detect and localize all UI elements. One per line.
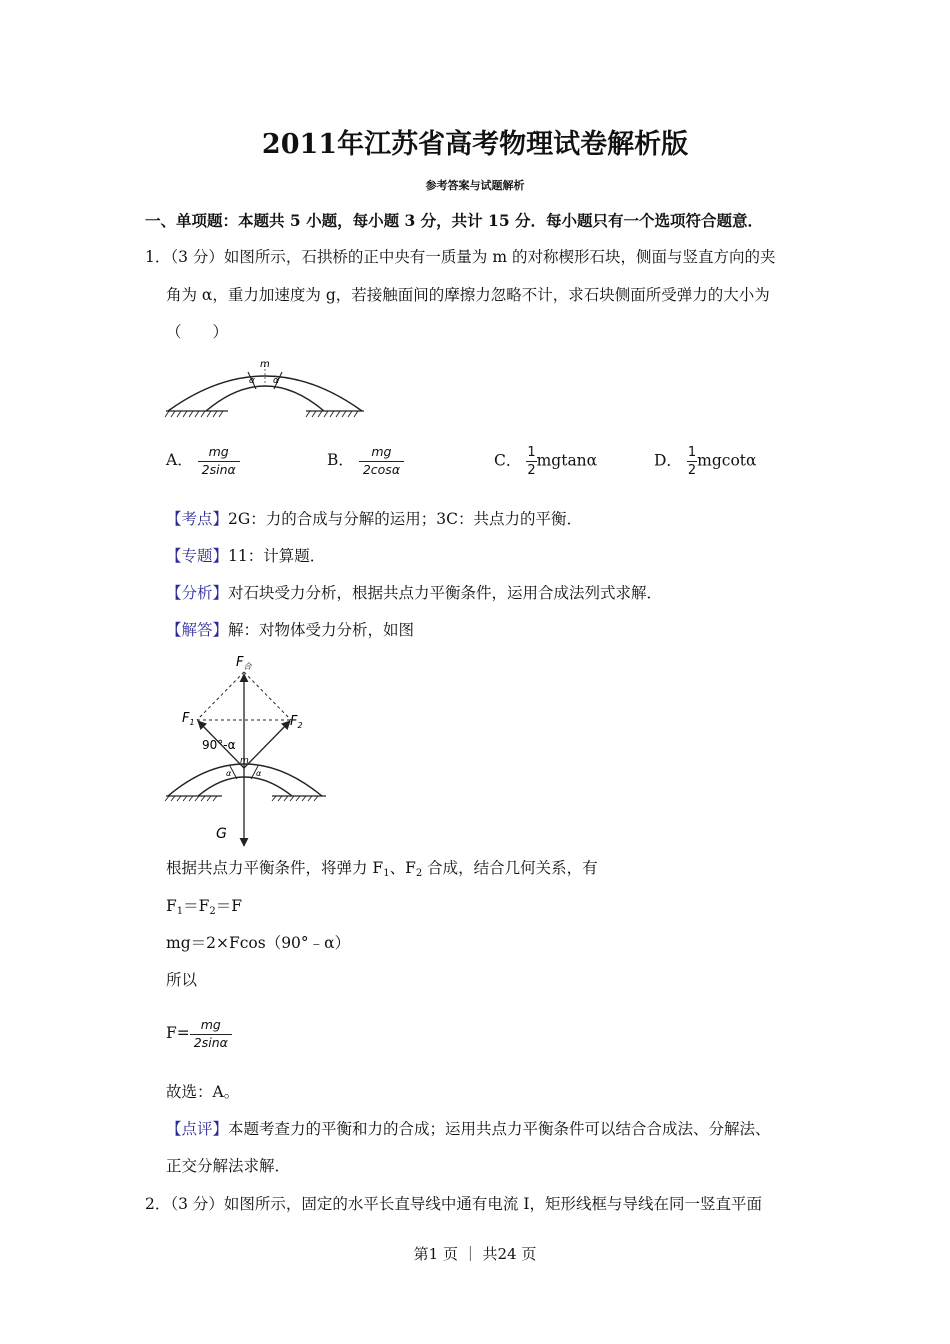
option-d-fraction: $\frac{1}{2}$ xyxy=(687,445,697,478)
option-c-label: C． xyxy=(494,451,522,470)
jieda-text: 解：对物体受力分析，如图 xyxy=(228,621,415,639)
zhuanti-text: 11：计算题． xyxy=(228,547,326,565)
fig2-f1-label: $F_1$ xyxy=(182,711,195,727)
solution-answer: 故选：A。 xyxy=(166,1083,240,1101)
kaodian-text: 2G：力的合成与分解的运用；3C：共点力的平衡． xyxy=(228,510,582,528)
dianping-text: 本题考查力的平衡和力的合成；运用共点力平衡条件可以结合合成法、分解法、 xyxy=(228,1120,771,1138)
paper-title: 2011年江苏省高考物理试卷解析版 xyxy=(261,129,689,160)
fenxi-tag: 【分析】 xyxy=(166,584,229,602)
option-c-text: mgtanα xyxy=(536,451,598,470)
solution-line1: 根据共点力平衡条件，将弹力 $F_1$、$F_2$ 合成，结合几何关系，有 xyxy=(166,859,598,879)
option-d-text: mgcotα xyxy=(697,451,757,470)
force-diagram-figure xyxy=(160,650,335,850)
q1-stem-line1: 1．（3 分）如图所示，石拱桥的正中央有一质量为 m 的对称楔形石块，侧面与竖直方向的夹 xyxy=(145,248,776,266)
solution-line4: 所以 xyxy=(166,971,198,989)
q1-stem-line3: （ ） xyxy=(166,323,229,341)
fig1-alpha-right: α xyxy=(273,376,279,386)
dianping-line2: 正交分解法求解． xyxy=(166,1157,291,1175)
solution-line2: $F_1=F_2=F$ xyxy=(166,897,243,917)
option-b-label: B． xyxy=(327,451,354,469)
fig2-alpha-left: α xyxy=(226,769,232,778)
q2-stem-line1: 2．（3 分）如图所示，固定的水平长直导线中通有电流 I，矩形线框与导线在同一竖直平面 xyxy=(145,1195,762,1213)
page-footer: 第1 页 ｜ 共24 页 xyxy=(413,1245,537,1263)
zhuanti-line xyxy=(166,549,325,565)
fenxi-text: 对石块受力分析，根据共点力平衡条件，运用合成法列式求解． xyxy=(228,584,663,602)
fig2-f2-label: $F_2$ xyxy=(290,714,303,730)
kaodian-line xyxy=(166,512,582,528)
arch-bridge-figure xyxy=(160,355,370,425)
option-d-label: D． xyxy=(654,451,682,470)
fig2-f-resultant-label: $F_合$ xyxy=(236,655,252,671)
option-c[interactable] xyxy=(494,446,597,477)
option-a[interactable] xyxy=(166,446,240,476)
solution-line5: F= $\frac{mg}{2\sin\alpha}$ xyxy=(166,1019,232,1049)
option-b[interactable] xyxy=(327,446,404,476)
fig2-angle-label: 90°-α xyxy=(202,738,236,752)
option-a-label: A． xyxy=(166,451,193,469)
fig2-mass-label: m xyxy=(240,756,249,766)
option-a-fraction: $\frac{mg}{2\sin\alpha}$ xyxy=(198,446,240,476)
jieda-line xyxy=(166,623,414,639)
fig2-alpha-right: α xyxy=(256,769,262,778)
zhuanti-tag: 【专题】 xyxy=(166,547,229,565)
option-b-fraction: $\frac{mg}{2\cos\alpha}$ xyxy=(359,446,404,476)
solution-line3: mg＝2×Fcos（90°﹣α） xyxy=(166,934,351,952)
section-heading: 一、单项题：本题共 5 小题，每小题 3 分，共计 15 分．每小题只有一个选项符合题意． xyxy=(145,211,764,230)
option-d[interactable] xyxy=(654,446,757,477)
fenxi-line xyxy=(166,586,662,602)
dianping-tag: 【点评】 xyxy=(166,1120,229,1138)
paper-subtitle: 参考答案与试题解析 xyxy=(425,179,525,192)
fig1-mass-label: m xyxy=(260,359,270,370)
fig2-gravity-label: G xyxy=(216,826,227,842)
solution-fraction: $\frac{mg}{2\sin\alpha}$ xyxy=(190,1019,232,1049)
dianping-line xyxy=(166,1122,771,1138)
fig1-alpha-left: α xyxy=(249,376,255,386)
kaodian-tag: 【考点】 xyxy=(166,510,229,528)
jieda-tag: 【解答】 xyxy=(166,621,229,639)
option-c-fraction: $\frac{1}{2}$ xyxy=(527,445,536,478)
q1-stem-line2: 角为 α，重力加速度为 g，若接触面间的摩擦力忽略不计，求石块侧面所受弹力的大小为 xyxy=(166,286,770,304)
